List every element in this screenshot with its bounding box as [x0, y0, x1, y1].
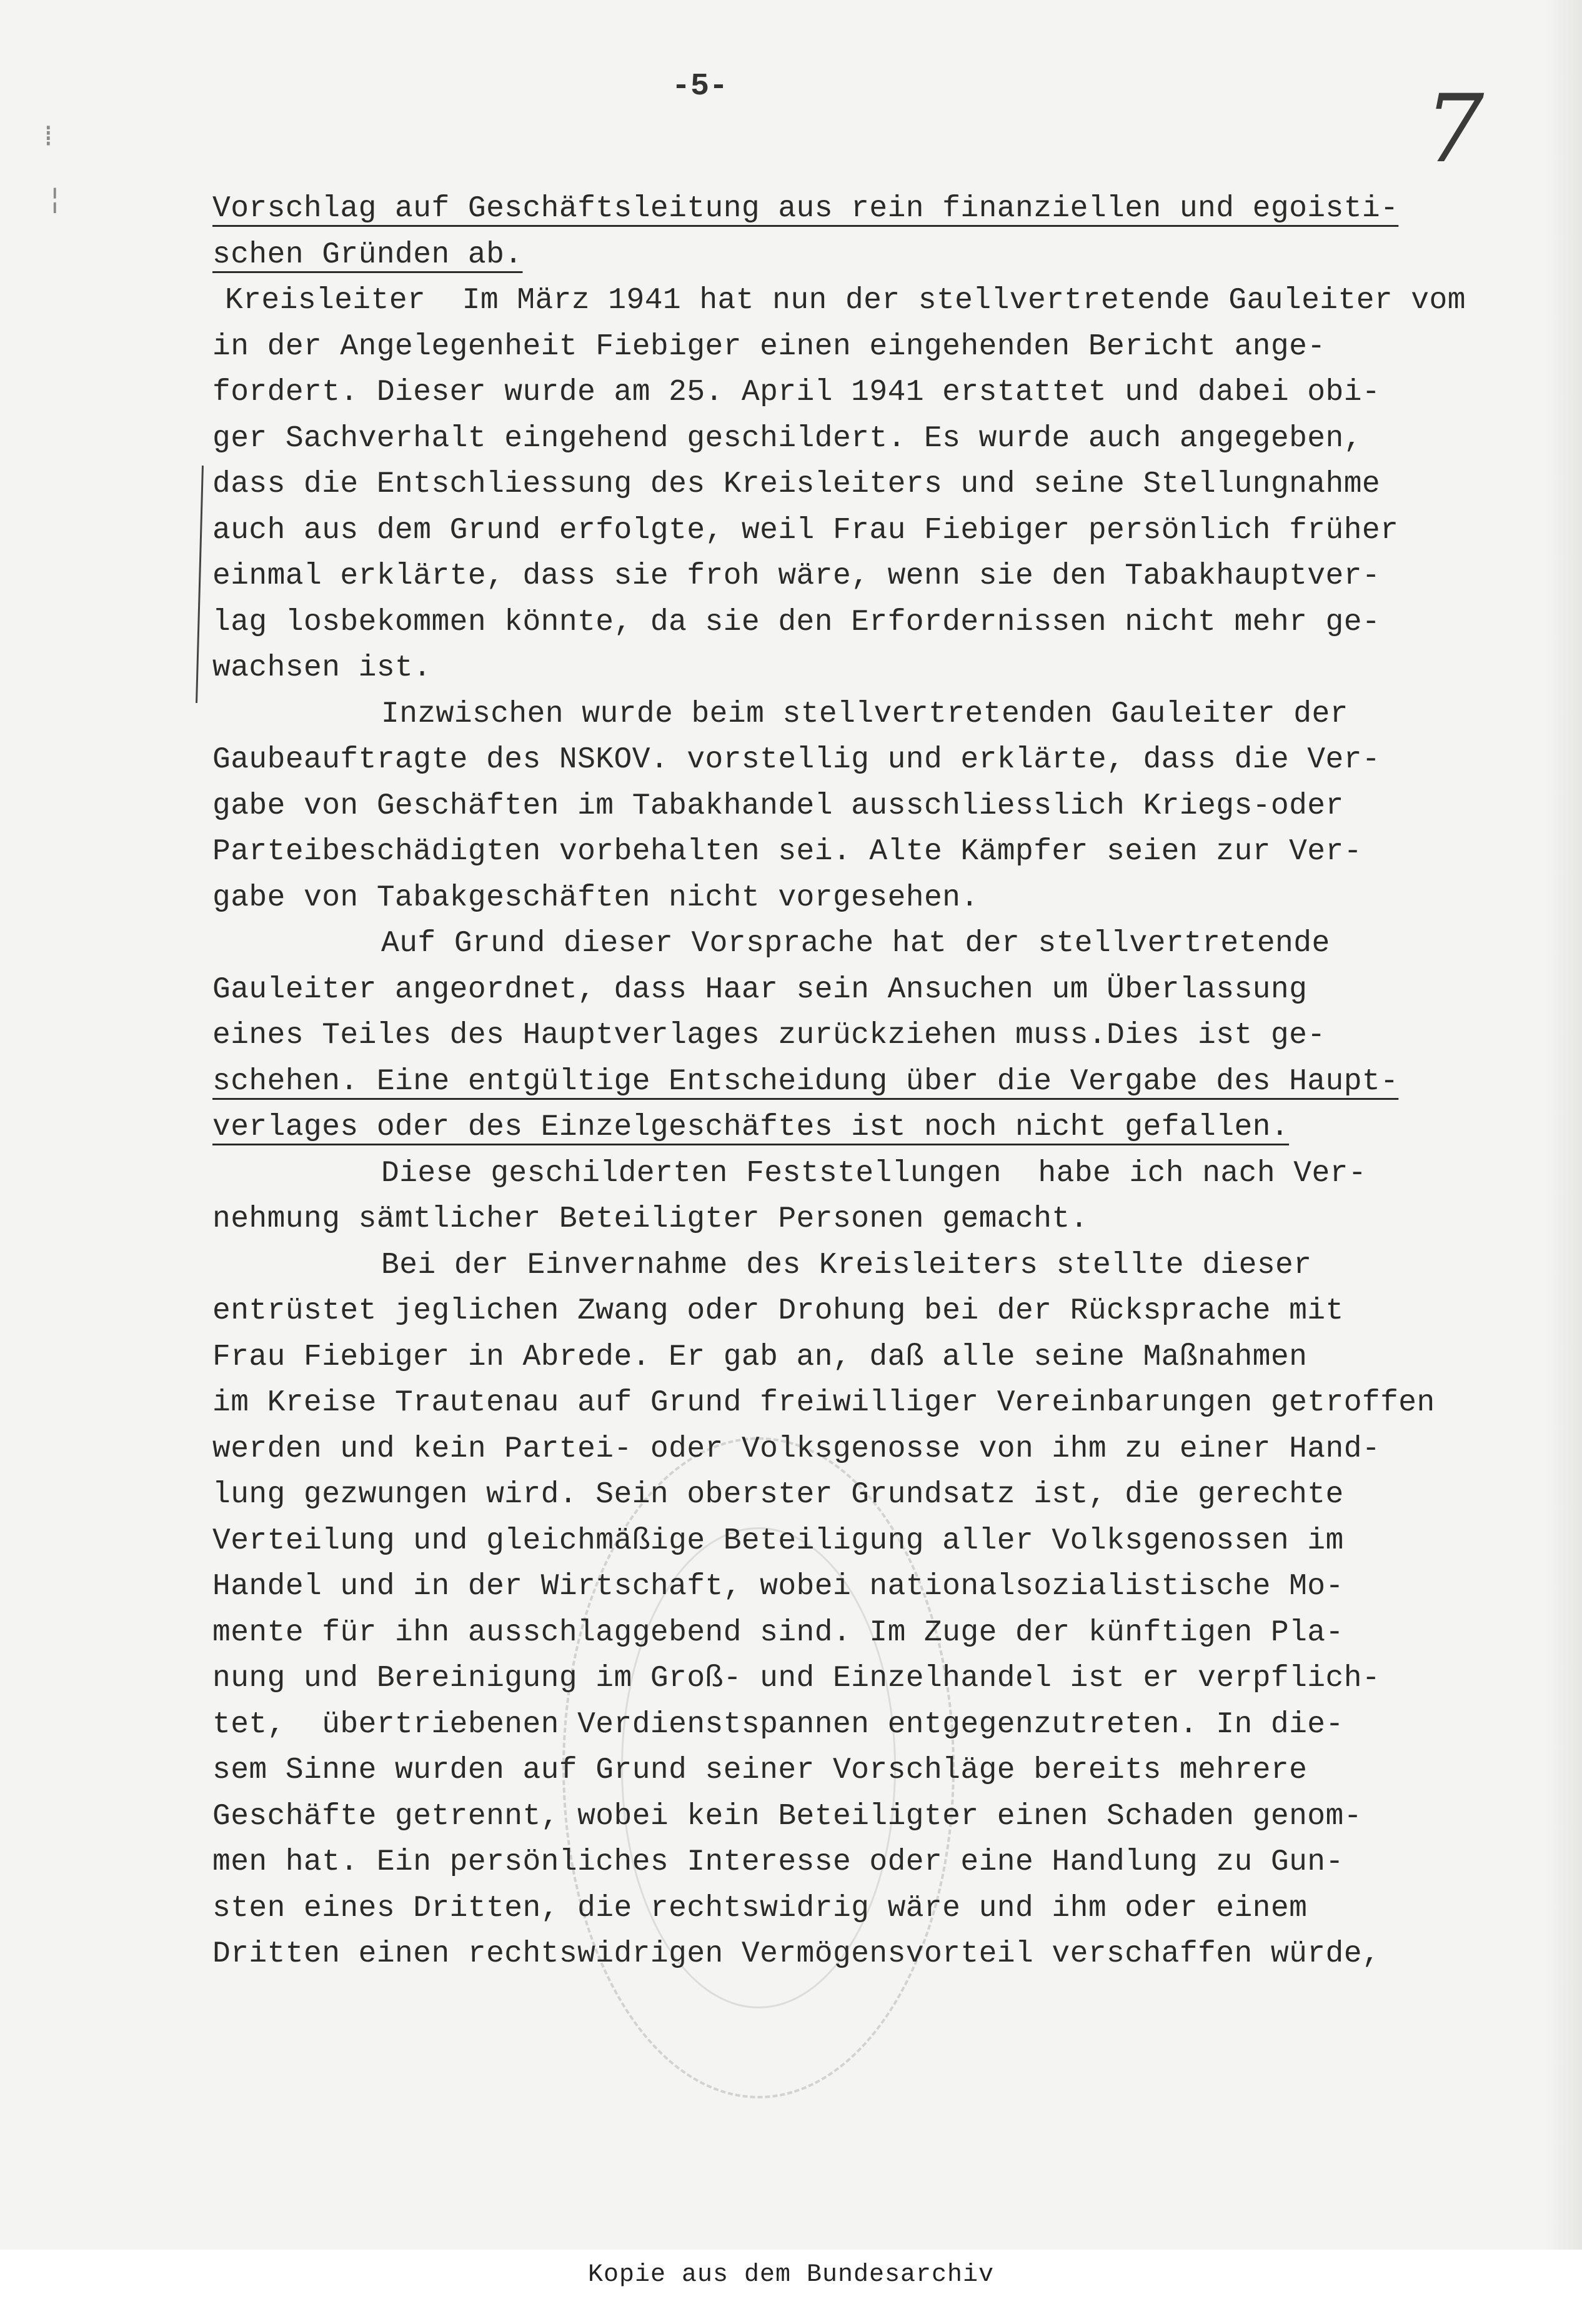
text-line: gabe von Geschäften im Tabakhandel ausschliesslich Kriegs-oder — [212, 789, 1344, 823]
text-line: in der Angelegenheit Fiebiger einen eingehenden Bericht ange- — [212, 329, 1326, 364]
text-line: gabe von Tabakgeschäften nicht vorgesehen. — [212, 880, 979, 915]
text-line: lung gezwungen wird. Sein oberster Grundsatz ist, die gerechte — [212, 1478, 1344, 1512]
margin-smudge: ⁞ — [44, 119, 53, 152]
text-line: werden und kein Partei- oder Volksgenosse von ihm zu einer Hand- — [212, 1432, 1381, 1466]
text-line: Auf Grund dieser Vorsprache hat der stellvertretende — [381, 927, 1330, 960]
text-line: mente für ihn ausschlaggebend sind. Im Zuge der künftigen Pla- — [212, 1615, 1344, 1650]
text-line: Dritten einen rechtswidrigen Vermögensvorteil verschaffen würde, — [212, 1937, 1381, 1971]
text-line: Vorschlag auf Geschäftsleitung aus rein finanziellen und egoisti- — [212, 192, 1399, 226]
text-line: Geschäfte getrennt, wobei kein Beteiligter einen Schaden genom- — [212, 1799, 1362, 1833]
text-line: Parteibeschädigten vorbehalten sei. Alte Kämpfer seien zur Ver- — [212, 835, 1362, 869]
text-line: Verteilung und gleichmäßige Beteiligung aller Volksgenossen im — [212, 1524, 1344, 1558]
text-line: Diese geschilderten Feststellungen habe ich nach Ver- — [381, 1156, 1367, 1190]
text-line: verlages oder des Einzelgeschäftes ist noch nicht gefallen. — [212, 1110, 1290, 1144]
text-line: dass die Entschliessung des Kreisleiters und seine Stellungnahme — [212, 467, 1381, 501]
text-line: Inzwischen wurde beim stellvertretenden Gauleiter der — [381, 697, 1348, 731]
document-body — [212, 186, 1481, 1978]
text-line: schen Gründen ab. — [212, 237, 523, 272]
text-line: Gauleiter angeordnet, dass Haar sein Ansuchen um Überlassung — [212, 972, 1308, 1007]
text-line: Frau Fiebiger in Abrede. Er gab an, daß alle seine Maßnahmen — [212, 1340, 1308, 1374]
text-line: lag losbekommen könnte, da sie den Erfordernissen nicht mehr ge- — [212, 605, 1381, 639]
text-line: im Kreise Trautenau auf Grund freiwilliger Vereinbarungen getroffen — [212, 1386, 1435, 1420]
page-edge-shadow — [1545, 0, 1582, 2250]
page-number: -5- — [672, 69, 729, 104]
text-line: Gaubeauftragte des NSKOV. vorstellig und erklärte, dass die Ver- — [212, 743, 1381, 777]
text-line: einmal erklärte, dass sie froh wäre, wenn sie den Tabakhauptver- — [212, 559, 1381, 593]
text-line: fordert. Dieser wurde am 25. April 1941 erstattet und dabei obi- — [212, 376, 1381, 409]
text-line: tet, übertriebenen Verdienstspannen entgegenzutreten. In die- — [212, 1707, 1344, 1742]
text-line: entrüstet jeglichen Zwang oder Drohung bei der Rücksprache mit — [212, 1294, 1344, 1328]
text-line: Kreisleiter Im März 1941 hat nun der stellvertretende Gauleiter vom — [225, 284, 1466, 317]
text-line: nehmung sämtlicher Beteiligter Personen gemacht. — [212, 1202, 1088, 1236]
text-line: wachsen ist. — [212, 651, 432, 685]
text-line: sem Sinne wurden auf Grund seiner Vorschläge bereits mehrere — [212, 1753, 1308, 1787]
folio-number: 7 — [1425, 75, 1485, 184]
text-line: men hat. Ein persönliches Interesse oder eine Handlung zu Gun- — [212, 1845, 1344, 1879]
text-line: eines Teiles des Hauptverlages zurückziehen muss.Dies ist ge- — [212, 1019, 1326, 1052]
margin-smudge: ¦ — [50, 181, 60, 215]
text-line: nung und Bereinigung im Groß- und Einzelhandel ist er verpflich- — [212, 1662, 1381, 1695]
margin-annotation-bar — [196, 466, 204, 703]
text-line: Handel und in der Wirtschaft, wobei nationalsozialistische Mo- — [212, 1570, 1344, 1603]
text-line: sten eines Dritten, die rechtswidrig wäre und ihm oder einem — [212, 1891, 1308, 1925]
text-line: auch aus dem Grund erfolgte, weil Frau Fiebiger persönlich früher — [212, 513, 1399, 547]
text-line: schehen. Eine entgültige Entscheidung über die Vergabe des Haupt- — [212, 1064, 1399, 1099]
text-line: ger Sachverhalt eingehend geschildert. Es wurde auch angegeben, — [212, 421, 1362, 456]
text-line: Bei der Einvernahme des Kreisleiters stellte dieser — [381, 1248, 1312, 1282]
archive-footer-note: Kopie aus dem Bundesarchiv — [587, 2261, 995, 2289]
